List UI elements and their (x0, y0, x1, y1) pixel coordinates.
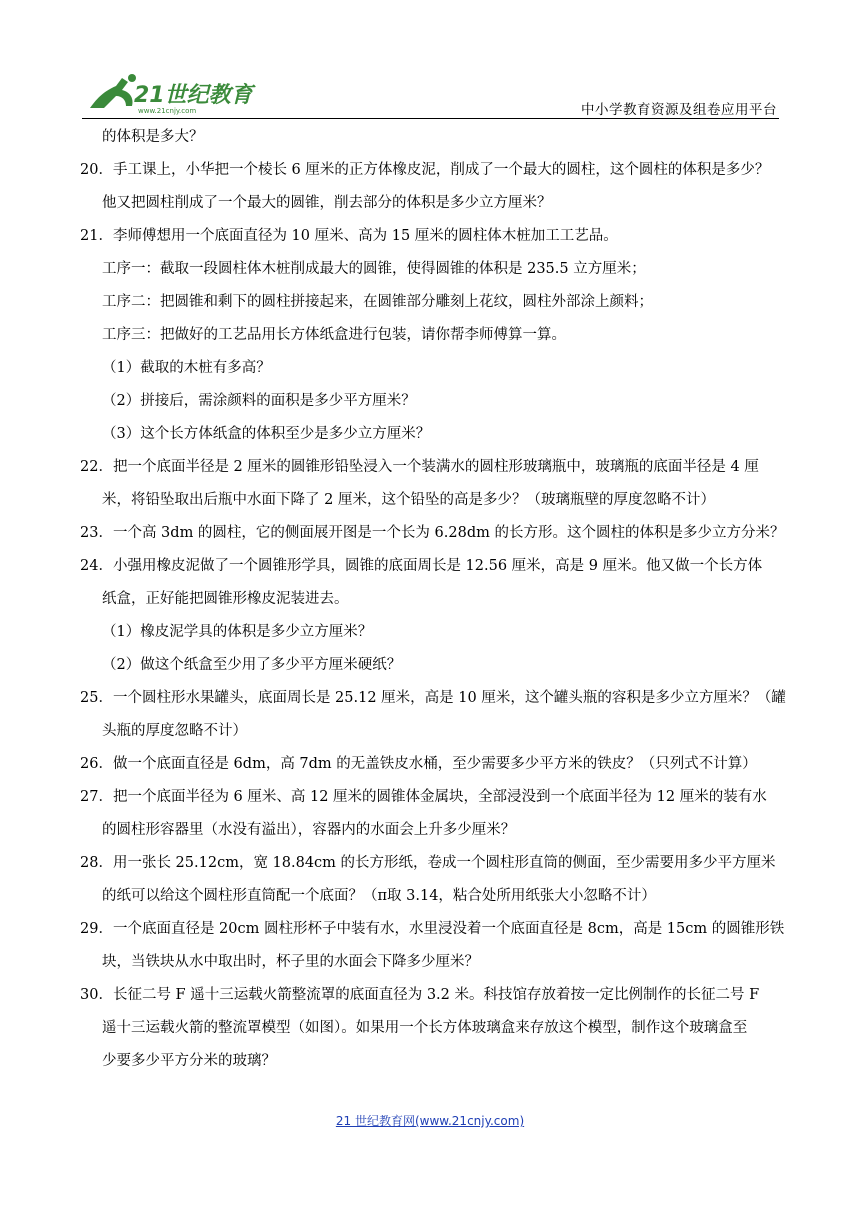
sub-question: （1）橡皮泥学具的体积是多少立方厘米？ (102, 624, 373, 640)
question-list (80, 121, 786, 1078)
question-27: 27．把一个底面半径为 6 厘米、高 12 厘米的圆锥体金属块，全部浸没到一个底面半径为 12 厘米的装有水 (80, 789, 767, 805)
question-26: 26．做一个底面直径是 6dm，高 7dm 的无盖铁皮水桶，至少需要多少平方米的铁皮？（只列式不计算） (80, 756, 757, 772)
question-30: 30．长征二号 F 遥十三运载火箭整流罩的底面直径为 3.2 米。科技馆存放着按一定比例制作的长征二号 F (80, 987, 760, 1003)
footer-link[interactable]: 21 世纪教育网(www.21cnjy.com) (335, 1114, 525, 1128)
site-logo (82, 70, 262, 116)
process-step-2: 工序二：把圆锥和剩下的圆柱拼接起来，在圆锥部分雕刻上花纹，圆柱外部涂上颜料； (102, 294, 653, 310)
text-line: 的体积是多大？ (102, 129, 204, 145)
text-line: 少要多少平方分米的玻璃？ (102, 1053, 276, 1069)
question-20: 20．手工课上，小华把一个棱长 6 厘米的正方体橡皮泥，削成了一个最大的圆柱，这个圆柱的体积是多少？ (80, 162, 770, 178)
sub-question: （2）做这个纸盒至少用了多少平方厘米硬纸？ (102, 657, 402, 673)
text-line: 块，当铁块从水中取出时，杯子里的水面会下降多少厘米？ (102, 954, 479, 970)
sub-question: （2）拼接后，需涂颜料的面积是多少平方厘米？ (102, 393, 416, 409)
text-line: 的纸可以给这个圆柱形直筒配一个底面？（π取 3.14，粘合处所用纸张大小忽略不计） (102, 888, 656, 904)
page-header (82, 70, 779, 118)
page-footer (0, 1112, 860, 1129)
text-line: 遥十三运载火箭的整流罩模型（如图）。如果用一个长方体玻璃盒来存放这个模型，制作这个玻璃盒至 (102, 1020, 748, 1036)
process-step-3: 工序三：把做好的工艺品用长方体纸盒进行包装，请你帮李师傅算一算。 (102, 327, 566, 343)
text-line: 米，将铅坠取出后瓶中水面下降了 2 厘米，这个铅坠的高是多少？（玻璃瓶壁的厚度忽略不计） (102, 492, 715, 508)
svg-text:www.21cnjy.com: www.21cnjy.com (138, 107, 197, 115)
text-line: 他又把圆柱削成了一个最大的圆锥，削去部分的体积是多少立方厘米？ (102, 195, 552, 211)
process-step-1: 工序一：截取一段圆柱体木桩削成最大的圆锥，使得圆锥的体积是 235.5 立方厘米； (102, 261, 646, 277)
question-22: 22．把一个底面半径是 2 厘米的圆锥形铅坠浸入一个装满水的圆柱形玻璃瓶中，玻璃瓶的底面半径是 4 厘 (80, 459, 759, 475)
svg-text:21世纪教育: 21世纪教育 (134, 83, 253, 108)
question-28: 28．用一张长 25.12cm，宽 18.84cm 的长方形纸，卷成一个圆柱形直筒的侧面，至少需要用多少平方厘米 (80, 855, 776, 871)
question-25: 25．一个圆柱形水果罐头，底面周长是 25.12 厘米，高是 10 厘米，这个罐头瓶的容积是多少立方厘米？（罐 (80, 690, 786, 706)
sub-question: （3）这个长方体纸盒的体积至少是多少立方厘米？ (102, 426, 431, 442)
question-29: 29．一个底面直径是 20cm 圆柱形杯子中装有水，水里浸没着一个底面直径是 8cm，高是 15cm 的圆锥形铁 (80, 921, 785, 937)
question-24: 24．小强用橡皮泥做了一个圆锥形学具，圆锥的底面周长是 12.56 厘米，高是 9 厘米。他又做一个长方体 (80, 558, 763, 574)
sub-question: （1）截取的木桩有多高？ (102, 360, 271, 376)
header-divider (82, 118, 779, 119)
text-line: 纸盒，正好能把圆锥形橡皮泥装进去。 (102, 591, 349, 607)
text-line: 的圆柱形容器里（水没有溢出），容器内的水面会上升多少厘米？ (102, 822, 516, 838)
platform-name: 中小学教育资源及组卷应用平台 (581, 102, 777, 118)
question-23: 23．一个高 3dm 的圆柱，它的侧面展开图是一个长为 6.28dm 的长方形。这个圆柱的体积是多少立方分米？ (80, 525, 785, 541)
question-21: 21．李师傅想用一个底面直径为 10 厘米、高为 15 厘米的圆柱体木桩加工工艺品。 (80, 228, 618, 244)
text-line: 头瓶的厚度忽略不计） (102, 723, 247, 739)
